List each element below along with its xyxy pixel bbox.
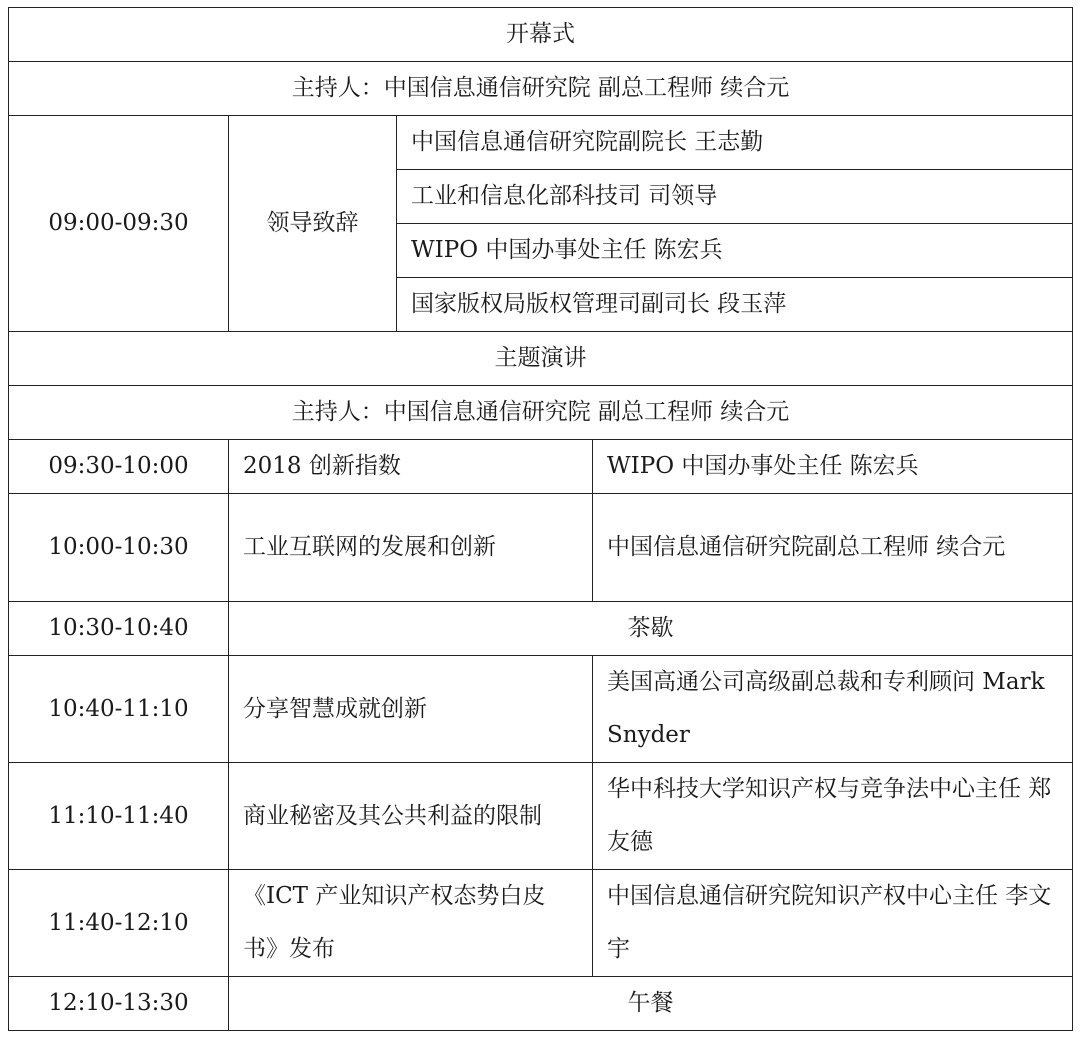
agenda-table [8, 7, 1073, 1031]
table-row [9, 494, 1073, 602]
opening-topic: 领导致辞 [229, 116, 397, 332]
agenda-sheet [8, 7, 1072, 1029]
table-row [9, 116, 1073, 170]
opening-title: 开幕式 [9, 8, 1073, 62]
session-time: 11:40-12:10 [9, 870, 229, 977]
session-time: 11:10-11:40 [9, 763, 229, 870]
session-speaker: 中国信息通信研究院副总工程师 续合元 [593, 494, 1073, 602]
session-time: 12:10-13:30 [9, 977, 229, 1031]
table-row [9, 440, 1073, 494]
session-time: 09:30-10:00 [9, 440, 229, 494]
session-topic: 工业互联网的发展和创新 [229, 494, 593, 602]
table-row [9, 977, 1073, 1031]
table-row [9, 656, 1073, 763]
keynote-host: 主持人：中国信息通信研究院 副总工程师 续合元 [9, 386, 1073, 440]
session-time: 10:00-10:30 [9, 494, 229, 602]
table-row [9, 870, 1073, 977]
session-speaker: 中国信息通信研究院知识产权中心主任 李文宇 [593, 870, 1073, 977]
opening-speaker: 工业和信息化部科技司 司领导 [397, 170, 1073, 224]
keynote-host-row [9, 386, 1073, 440]
keynote-title: 主题演讲 [9, 332, 1073, 386]
opening-title-row [9, 8, 1073, 62]
break-label: 午餐 [229, 977, 1073, 1031]
session-topic: 《ICT 产业知识产权态势白皮书》发布 [229, 870, 593, 977]
session-topic: 商业秘密及其公共利益的限制 [229, 763, 593, 870]
session-speaker: 美国高通公司高级副总裁和专利顾问 Mark Snyder [593, 656, 1073, 763]
session-speaker: WIPO 中国办事处主任 陈宏兵 [593, 440, 1073, 494]
session-time: 10:40-11:10 [9, 656, 229, 763]
keynote-title-row [9, 332, 1073, 386]
opening-speaker: 国家版权局版权管理司副司长 段玉萍 [397, 278, 1073, 332]
session-topic: 2018 创新指数 [229, 440, 593, 494]
opening-host-row [9, 62, 1073, 116]
opening-time: 09:00-09:30 [9, 116, 229, 332]
session-speaker: 华中科技大学知识产权与竞争法中心主任 郑友德 [593, 763, 1073, 870]
opening-speaker: 中国信息通信研究院副院长 王志勤 [397, 116, 1073, 170]
table-row [9, 602, 1073, 656]
session-time: 10:30-10:40 [9, 602, 229, 656]
opening-speaker: WIPO 中国办事处主任 陈宏兵 [397, 224, 1073, 278]
session-topic: 分享智慧成就创新 [229, 656, 593, 763]
opening-host: 主持人：中国信息通信研究院 副总工程师 续合元 [9, 62, 1073, 116]
table-row [9, 763, 1073, 870]
break-label: 茶歇 [229, 602, 1073, 656]
